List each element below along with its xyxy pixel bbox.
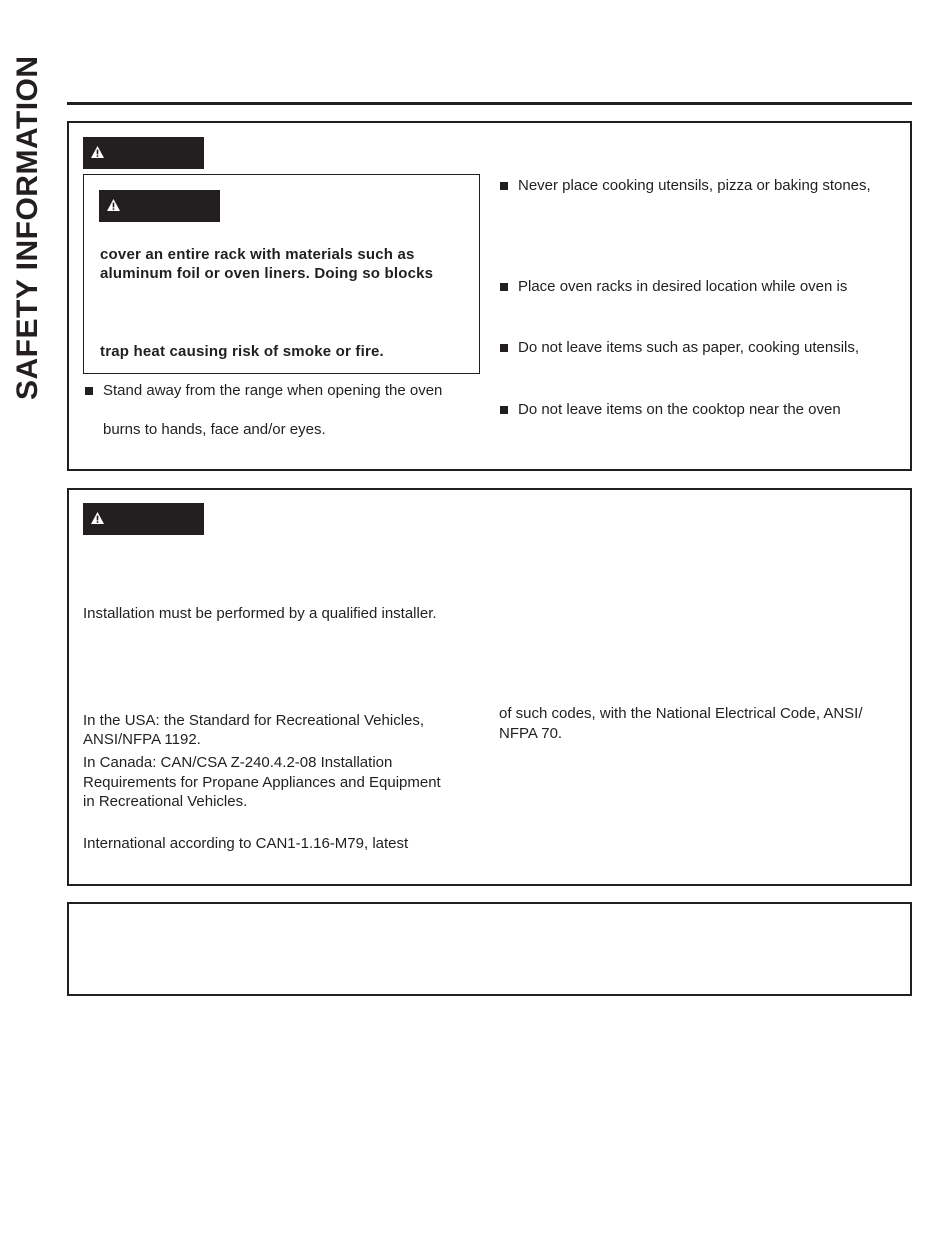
side-section-title: [6, 55, 50, 760]
inner-warning-line: cover an entire rack with materials such as: [100, 246, 415, 263]
square-bullet-icon: [85, 387, 93, 395]
bullet-text-cooktop: Do not leave items on the cooktop near the oven: [518, 401, 841, 418]
canada-standard-line: Requirements for Propane Appliances and Equipment: [83, 774, 441, 791]
square-bullet-icon: [500, 182, 508, 190]
empty-notice-box: [67, 902, 912, 996]
warning-triangle-icon: [91, 512, 104, 524]
bullet-text-paper: Do not leave items such as paper, cooking utensils,: [518, 339, 860, 356]
top-rule: [67, 102, 912, 105]
bullet-text-oven-racks: Place oven racks in desired location while oven is: [518, 278, 848, 295]
square-bullet-icon: [500, 406, 508, 414]
inner-warning-line: trap heat causing risk of smoke or fire.: [100, 343, 384, 360]
canada-standard-line: in Recreational Vehicles.: [83, 793, 248, 810]
warning-box-installation: [67, 488, 912, 886]
warning-badge: [83, 137, 204, 169]
warning-triangle-icon: [91, 146, 104, 158]
side-section-title-text: SAFETY INFORMATION: [11, 55, 44, 400]
warning-badge: [83, 503, 204, 535]
usa-standard-line: ANSI/NFPA 1192.: [83, 731, 201, 748]
installer-text: Installation must be performed by a qualified installer.: [83, 605, 437, 622]
inner-warning-badge: [99, 190, 220, 222]
usa-standard-line: In the USA: the Standard for Recreational Vehicles,: [83, 712, 425, 729]
canada-standard-line: In Canada: CAN/CSA Z-240.4.2-08 Installation: [83, 754, 393, 771]
electrical-code-line: of such codes, with the National Electrical Code, ANSI/: [499, 705, 863, 722]
international-standard-line: International according to CAN1-1.16-M79, latest: [83, 835, 409, 852]
square-bullet-icon: [500, 283, 508, 291]
inner-warning-line: aluminum foil or oven liners. Doing so blocks: [100, 265, 434, 282]
square-bullet-icon: [500, 344, 508, 352]
bullet-text-stand-away: Stand away from the range when opening the oven: [103, 382, 443, 399]
electrical-code-line: NFPA 70.: [499, 725, 563, 742]
bullet-text-never-place: Never place cooking utensils, pizza or baking stones,: [518, 177, 871, 194]
bullet-text-stand-away-cont: burns to hands, face and/or eyes.: [103, 421, 326, 438]
warning-triangle-icon: [107, 199, 120, 211]
